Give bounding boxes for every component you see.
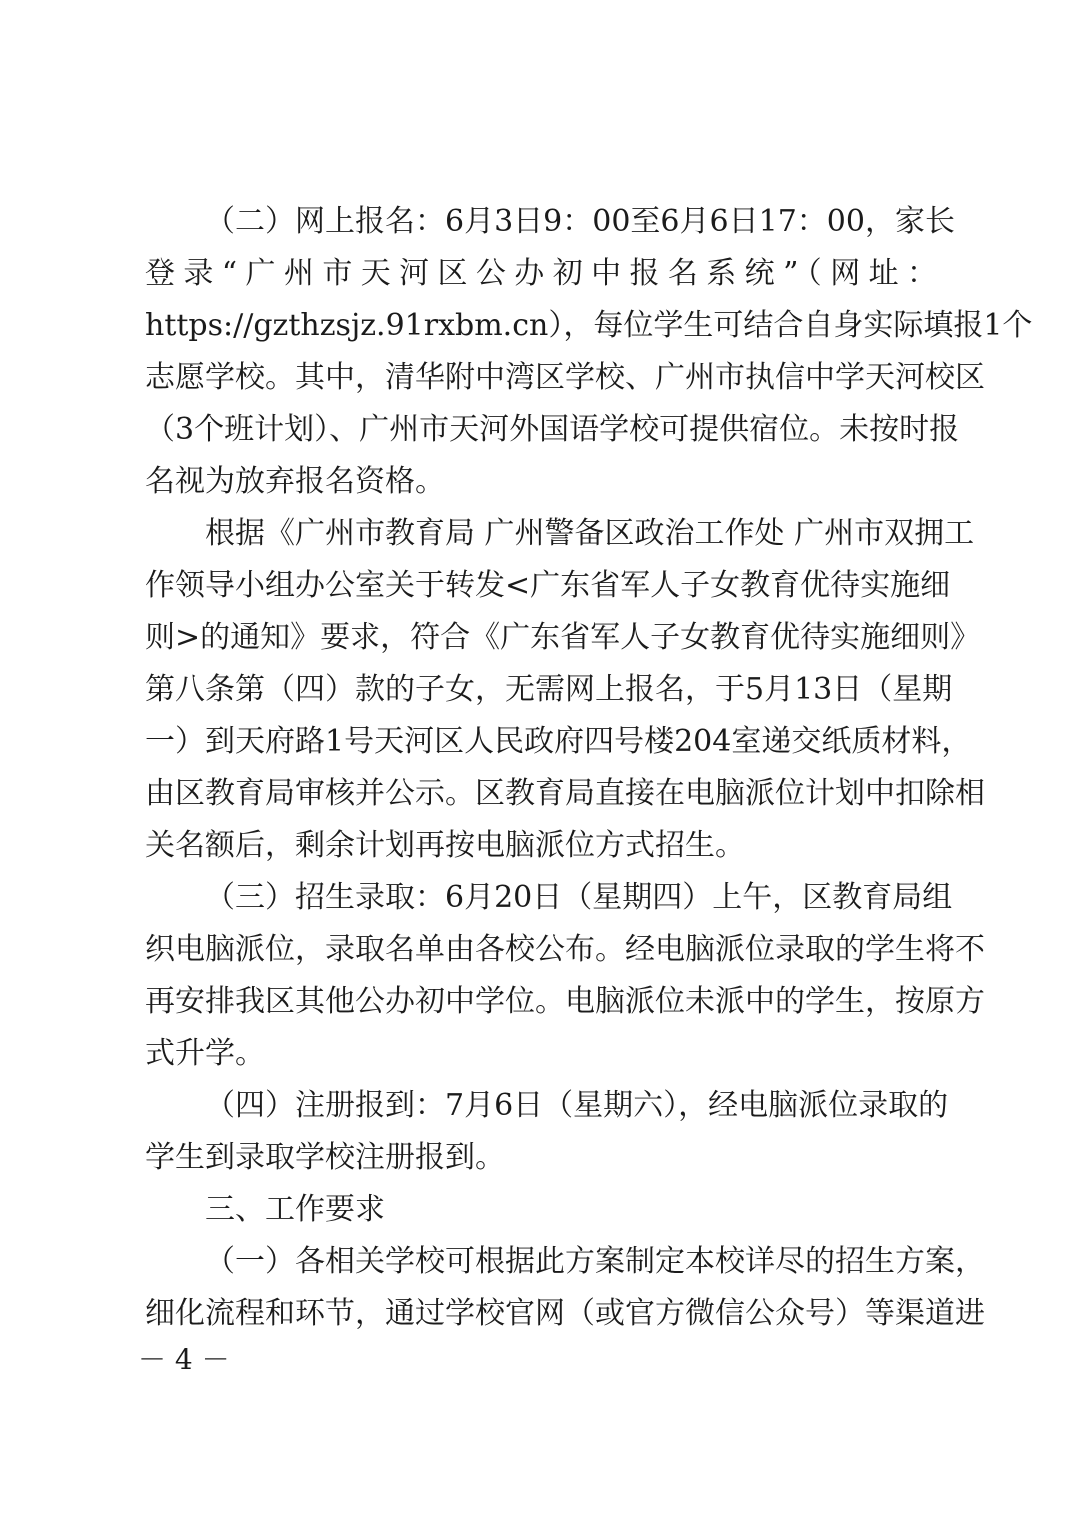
text-line: 根据《广州市教育局 广州警备区政治工作处 广州市双拥工	[205, 516, 975, 551]
text-line: 名视为放弃报名资格。	[145, 464, 445, 499]
text-line: 由区教育局审核并公示。区教育局直接在电脑派位计划中扣除相	[145, 776, 985, 811]
text-line: 织电脑派位，录取名单由各校公布。经电脑派位录取的学生将不	[145, 932, 985, 967]
text-line: 则>的通知》要求，符合《广东省军人子女教育优待实施细则》	[145, 620, 981, 655]
text-line: （三）招生录取：6月20日（星期四）上午，区教育局组	[205, 880, 953, 915]
section-heading: 三、工作要求	[205, 1192, 385, 1227]
text-line: 再安排我区其他公办初中学位。电脑派位未派中的学生，按原方	[145, 984, 985, 1019]
text-line: 志愿学校。其中，清华附中湾区学校、广州市执信中学天河校区	[145, 360, 985, 395]
text-line: 细化流程和环节，通过学校官网（或官方微信公众号）等渠道进	[145, 1296, 985, 1331]
text-line: 关名额后，剩余计划再按电脑派位方式招生。	[145, 828, 745, 863]
text-line: （二）网上报名：6月3日9：00至6月6日17：00，家长	[205, 204, 955, 239]
page-number: － 4 －	[138, 1343, 230, 1376]
text-line: 式升学。	[145, 1036, 265, 1071]
text-line: 学生到录取学校注册报到。	[145, 1140, 505, 1175]
text-line: https://gzthzsjz.91rxbm.cn），每位学生可结合自身实际填报1个	[145, 308, 1033, 343]
text-line: （一）各相关学校可根据此方案制定本校详尽的招生方案，	[205, 1244, 985, 1279]
text-line: 登录“广州市天河区公办初中报名系统”（网址：	[145, 256, 937, 291]
text-line: （3个班计划）、广州市天河外国语学校可提供宿位。未按时报	[145, 412, 960, 447]
text-line: 第八条第（四）款的子女，无需网上报名，于5月13日（星期	[145, 672, 953, 707]
text-line: （四）注册报到：7月6日（星期六），经电脑派位录取的	[205, 1088, 949, 1123]
text-line: 一）到天府路1号天河区人民政府四号楼204室递交纸质材料，	[145, 724, 972, 759]
text-line: 作领导小组办公室关于转发<广东省军人子女教育优待实施细	[145, 568, 951, 603]
